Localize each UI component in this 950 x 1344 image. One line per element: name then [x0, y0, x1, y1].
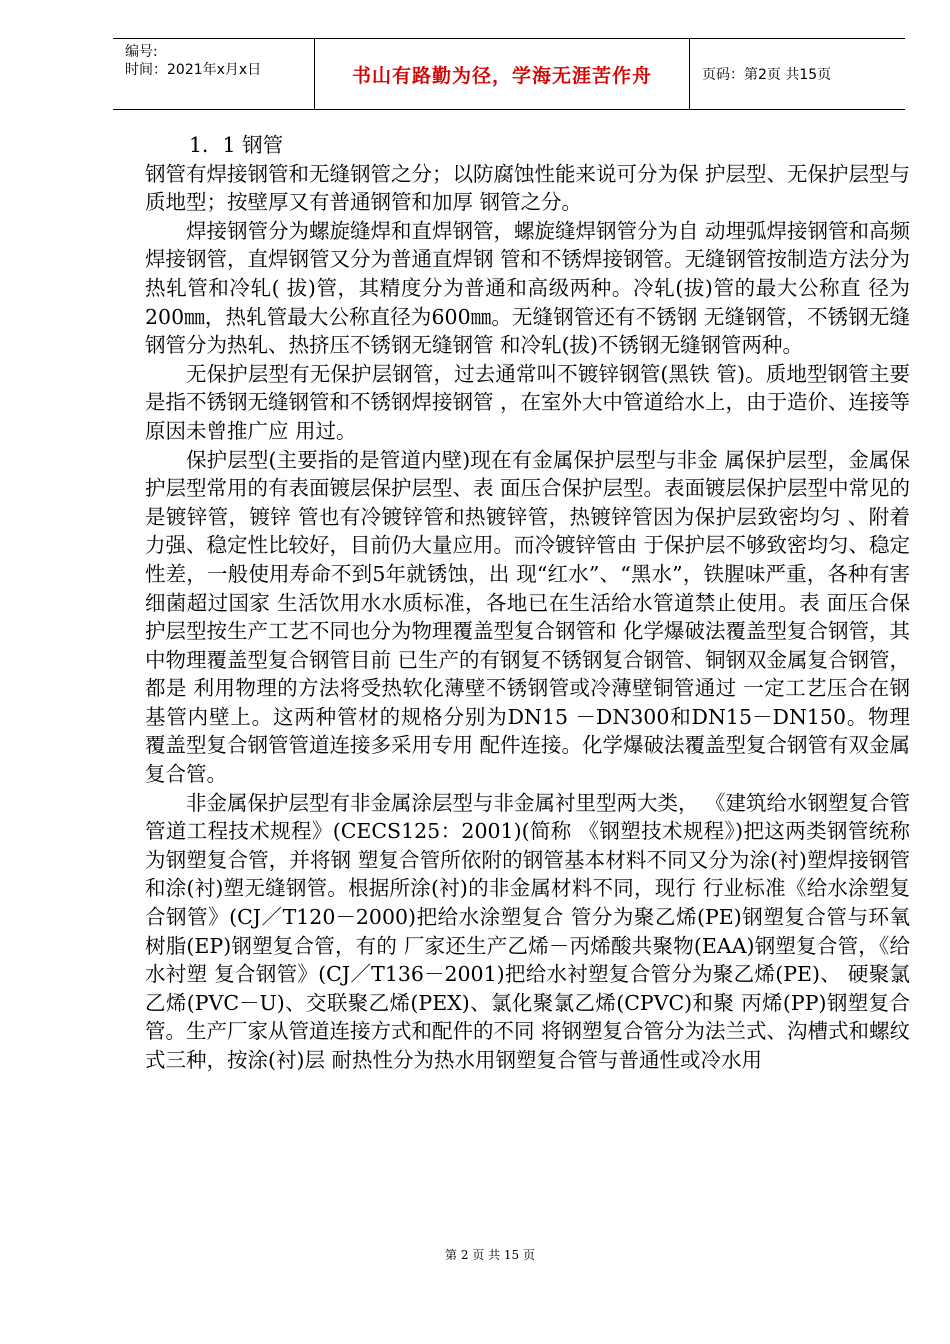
document-body: [145, 131, 910, 1075]
header-page-cell: [690, 39, 905, 109]
number-label: 编号:: [125, 44, 158, 60]
section-title: 1．1 钢管: [189, 133, 284, 157]
motto-text: 书山有路勤为径，学海无涯苦作舟: [351, 64, 652, 87]
time-label: 时间：2021年x月x日: [125, 62, 262, 78]
paragraph: 焊接钢管分为螺旋缝焊和直焊钢管，螺旋缝焊钢管分为自 动埋弧焊接钢管和高频焊接钢管，直焊钢管又分为普通直焊钢 管和不锈焊接钢管。无缝钢管按制造方法分为热轧管和冷轧( 拔)管，其精度分为普通和高级两种。冷轧(拔)管的最大公称直 径为200㎜，热轧管最大公称直径为600㎜。无缝钢管还有不锈钢 无缝钢管，不锈钢无缝钢管分为热轧、热挤压不锈钢无缝钢管 和冷轧(拔)不锈钢无缝钢管两种。: [145, 218, 911, 358]
paragraph: 非金属保护层型有非金属涂层型与非金属衬里型两大类， 《建筑给水钢塑复合管管道工程技术规程》(CECS125：2001)(简称 《钢塑技术规程》)把这两类钢管统称为钢塑复合管，并将钢 塑复合管所依附的钢管基本材料不同又分为涂(衬)塑焊接钢管 和涂(衬)塑无缝钢管。根据所涂(衬)的非金属材料不同，现行 行业标准《给水涂塑复合钢管》(CJ／T120－2000)把给水涂塑复合 管分为聚乙烯(PE)钢塑复合管与环氧树脂(EP)钢塑复合管，有的 厂家还生产乙烯－丙烯酸共聚物(EAA)钢塑复合管，《给水衬塑 复合钢管》(CJ／T136－2001)把给水衬塑复合管分为聚乙烯(PE)、 硬聚氯乙烯(PVC－U)、交联聚乙烯(PEX)、氯化聚氯乙烯(CPVC)和聚 丙烯(PP)钢塑复合管。生产厂家从管道连接方式和配件的不同 将钢塑复合管分为法兰式、沟槽式和螺纹式三种，按涂(衬)层 耐热性分为热水用钢塑复合管与普通性或冷水用: [145, 790, 911, 1072]
header-meta-cell: [113, 39, 315, 109]
paragraph: 钢管有焊接钢管和无缝钢管之分；以防腐蚀性能来说可分为保 护层型、无保护层型与质地型；按壁厚又有普通钢管和加厚 钢管之分。: [145, 161, 911, 215]
paragraph: 保护层型(主要指的是管道内壁)现在有金属保护层型与非金 属保护层型，金属保护层型常用的有表面镀层保护层型、表 面压合保护层型。表面镀层保护层型中常见的是镀锌管，镀锌 管也有冷镀锌管和热镀锌管，热镀锌管因为保护层致密均匀 、附着力强、稳定性比较好，目前仍大量应用。而冷镀锌管由 于保护层不够致密均匀、稳定性差，一般使用寿命不到5年就锈蚀，出 现“红水”、“黑水”，铁腥味严重，各种有害细菌超过国家 生活饮用水水质标准，各地已在生活给水管道禁止使用。表 面压合保护层型按生产工艺不同也分为物理覆盖型复合钢管和 化学爆破法覆盖型复合钢管，其中物理覆盖型复合钢管目前 已生产的有钢复不锈钢复合钢管、铜钢双金属复合钢管，都是 利用物理的方法将受热软化薄壁不锈钢管或冷薄壁铜管通过 一定工艺压合在钢基管内壁上。这两种管材的规格分别为DN15 －DN300和DN15－DN150。物理覆盖型复合钢管管道连接多采用专用 配件连接。化学爆破法覆盖型复合钢管有双金属复合管。: [145, 447, 911, 787]
page-footer: 第 2 页 共 15 页: [445, 1248, 535, 1262]
page-info: 页码：第2页 共15页: [702, 67, 832, 83]
header-motto-cell: [315, 39, 690, 109]
page-header: [113, 38, 905, 110]
paragraph: 无保护层型有无保护层钢管，过去通常叫不镀锌钢管(黑铁 管)。质地型钢管主要是指不锈钢无缝钢管和不锈钢焊接钢管 ，在室外大中管道给水上，由于造价、连接等原因未曾推广应 用过。: [145, 361, 911, 443]
